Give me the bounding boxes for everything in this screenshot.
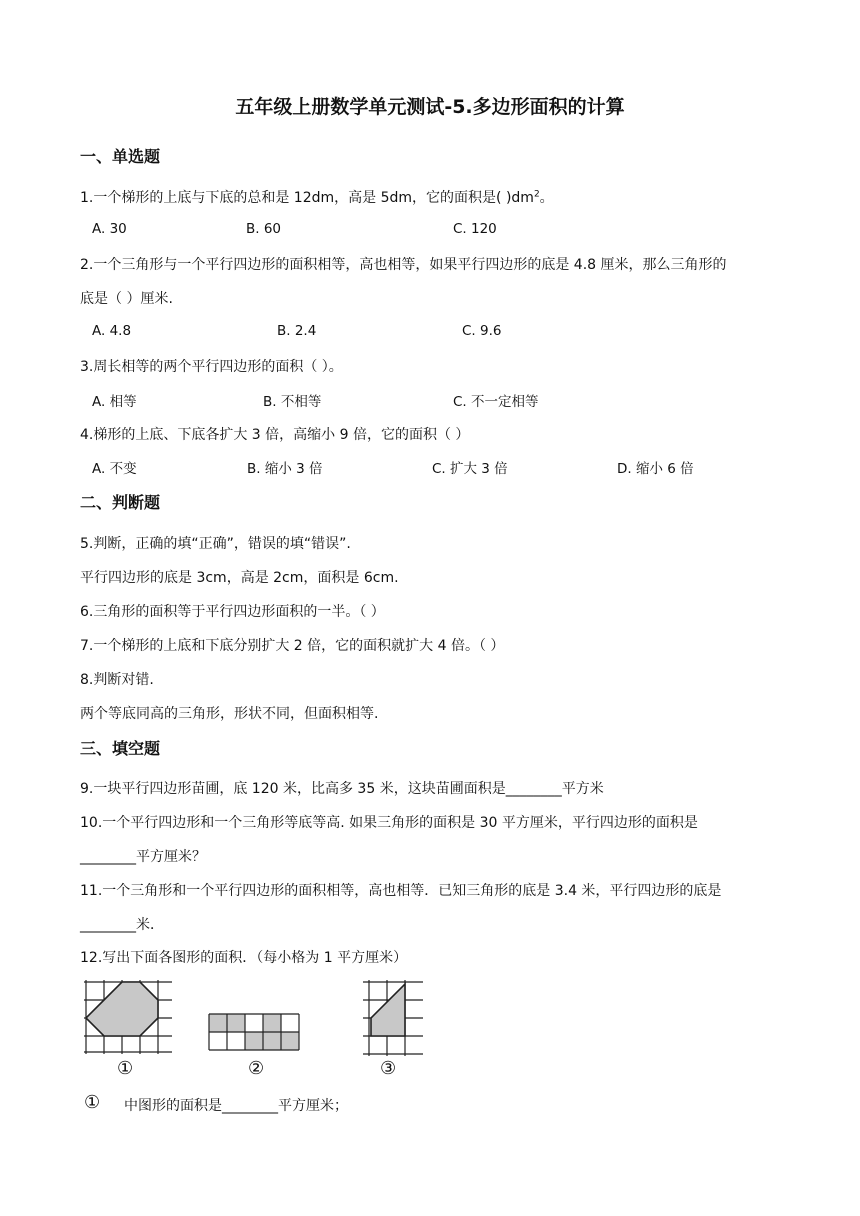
- section-heading-true-false: 二、判断题: [80, 493, 161, 512]
- figure-3-label: ③: [380, 1058, 397, 1079]
- question-1-option-c[interactable]: C. 120: [453, 221, 497, 237]
- figure-3-trapezoid-grid: [363, 980, 423, 1056]
- question-2-line2: 底是（ ）厘米.: [80, 291, 173, 307]
- question-1-option-b[interactable]: B. 60: [246, 221, 282, 237]
- question-3-option-a[interactable]: A. 相等: [92, 394, 137, 410]
- question-5-line1: 5.判断，正确的填“正确”，错误的填“错误”.: [80, 536, 351, 552]
- section-heading-single-choice: 一、单选题: [80, 147, 161, 166]
- page-title: 五年级上册数学单元测试-5.多边形面积的计算: [235, 96, 625, 118]
- question-9: 9.一块平行四边形苗圃，底 120 米，比高多 35 米，这块苗圃面积是________平方米: [80, 781, 604, 797]
- question-11-line2: ________米．: [80, 917, 164, 933]
- question-11-line1: 11.一个三角形和一个平行四边形的面积相等，高也相等．已知三角形的底是 3.4 米，平行四边形的底是: [80, 883, 722, 899]
- answer-1-text: 中图形的面积是________平方厘米；: [124, 1098, 348, 1114]
- figure-2-label: ②: [248, 1058, 265, 1079]
- question-1-option-a[interactable]: A. 30: [92, 221, 127, 237]
- section-heading-fill-blank: 三、填空题: [80, 739, 161, 758]
- question-3: 3.周长相等的两个平行四边形的面积（ ）。: [80, 359, 343, 375]
- question-10-line1: 10.一个平行四边形和一个三角形等底等高. 如果三角形的面积是 30 平方厘米，平行四边形的面积是: [80, 815, 698, 831]
- question-4: 4.梯形的上底、下底各扩大 3 倍，高缩小 9 倍，它的面积（ ）: [80, 427, 470, 443]
- question-2-option-b[interactable]: B. 2.4: [277, 323, 317, 339]
- question-8-line1: 8.判断对错.: [80, 672, 154, 688]
- question-12: 12.写出下面各图形的面积．（每小格为 1 平方厘米）: [80, 950, 408, 966]
- question-10-line2: ________平方厘米？: [80, 849, 206, 865]
- figure-3-shape: [371, 984, 405, 1036]
- question-6: 6.三角形的面积等于平行四边形面积的一半。（ ）: [80, 604, 385, 620]
- question-4-option-b[interactable]: B. 缩小 3 倍: [247, 461, 323, 477]
- answer-1-number: ①: [84, 1092, 101, 1113]
- question-2-option-c[interactable]: C. 9.6: [462, 323, 502, 339]
- figure-2-composite-grid: [207, 1012, 303, 1052]
- question-8-line2: 两个等底同高的三角形，形状不同，但面积相等.: [80, 706, 379, 722]
- question-3-option-b[interactable]: B. 不相等: [263, 394, 322, 410]
- figure-1-label: ①: [117, 1058, 134, 1079]
- question-1-superscript: 2: [533, 189, 540, 200]
- question-5-line2: 平行四边形的底是 3cm，高是 2cm，面积是 6cm.: [80, 570, 399, 586]
- question-2-option-a[interactable]: A. 4.8: [92, 323, 132, 339]
- question-1-end: 。: [539, 190, 554, 206]
- figure-1-hexagon-grid: [84, 980, 172, 1054]
- question-4-option-d[interactable]: D. 缩小 6 倍: [617, 461, 694, 477]
- question-3-option-c[interactable]: C. 不一定相等: [453, 394, 539, 410]
- figure-1-shape: [86, 982, 158, 1036]
- question-2-line1: 2.一个三角形与一个平行四边形的面积相等，高也相等，如果平行四边形的底是 4.8 厘米，那么三角形的: [80, 257, 727, 273]
- question-1: [80, 187, 554, 207]
- question-1-text: 1.一个梯形的上底与下底的总和是 12dm，高是 5dm，它的面积是( )dm: [80, 190, 534, 206]
- question-4-option-a[interactable]: A. 不变: [92, 461, 137, 477]
- question-4-option-c[interactable]: C. 扩大 3 倍: [432, 461, 508, 477]
- question-7: 7.一个梯形的上底和下底分别扩大 2 倍，它的面积就扩大 4 倍。（ ）: [80, 638, 505, 654]
